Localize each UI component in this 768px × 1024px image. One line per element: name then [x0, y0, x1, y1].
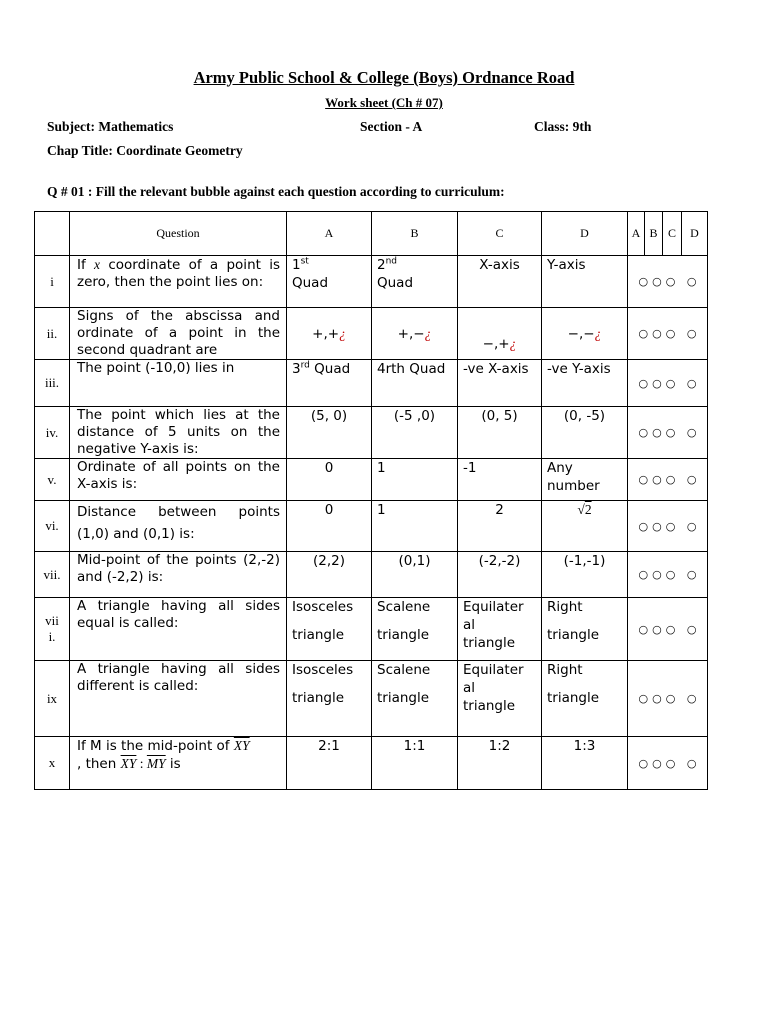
section-label: Section - A: [360, 119, 423, 134]
question-number: x: [35, 737, 70, 790]
table-row: [35, 501, 708, 552]
option-c: (0, 5): [458, 407, 542, 459]
question-number-line: i.: [48, 629, 56, 644]
chapter-title: Chap Title: Coordinate Geometry: [47, 143, 243, 158]
answer-bubbles[interactable]: ○○○ ○: [628, 598, 708, 661]
option-c: 2: [458, 501, 542, 552]
option-a: [287, 598, 372, 661]
header-num-cell: [35, 212, 70, 256]
option-a-sign: +,+: [312, 325, 340, 342]
option-b-glyph: ¿: [424, 325, 432, 341]
answer-bubbles[interactable]: ○○○ ○: [628, 552, 708, 598]
option-b-sup: nd: [385, 256, 398, 267]
option-d-line: Right: [547, 599, 583, 615]
option-a: (2,2): [287, 552, 372, 598]
worksheet-title: Work sheet (Ch # 07): [325, 95, 443, 110]
option-a: 2:1: [287, 737, 372, 790]
question-number: ii.: [35, 308, 70, 360]
question-text-part: If M is the mid-point of: [77, 738, 234, 754]
question-text: [70, 256, 287, 308]
segment-xy: $\overline{XY}$: [233, 738, 250, 753]
question-text-part: is: [165, 756, 181, 772]
question-number: vi.: [35, 501, 70, 552]
option-a-tail: Quad: [309, 361, 351, 377]
option-b: [372, 256, 458, 308]
option-d: (-1,-1): [542, 552, 628, 598]
question-text: The point which lies at the distance of 5 units on the negative Y-axis is:: [70, 407, 287, 459]
option-d-glyph: ¿: [594, 325, 602, 341]
table-row: [35, 308, 708, 360]
option-a-tail: Quad: [292, 275, 329, 291]
table-row: [35, 552, 708, 598]
segment-my: $\overline{MY}$: [146, 756, 166, 771]
option-a: [287, 360, 372, 407]
ratio-colon: :: [136, 756, 147, 771]
option-a: [287, 308, 372, 360]
option-d: -ve Y-axis: [542, 360, 628, 407]
variable-x: x: [94, 257, 101, 272]
option-a-line: triangle: [292, 627, 345, 643]
option-b: 4rth Quad: [372, 360, 458, 407]
option-b: [372, 661, 458, 737]
question-text: Mid-point of the points (2,-2) and (-2,2) is:: [70, 552, 287, 598]
option-b-sign: +,−: [397, 325, 425, 342]
option-c-line: al: [463, 617, 476, 633]
answer-bubbles[interactable]: ○○○ ○: [628, 737, 708, 790]
option-b: [372, 308, 458, 360]
option-c-line: Equilater: [463, 662, 524, 678]
table-header-row: [35, 212, 708, 256]
option-c: -ve X-axis: [458, 360, 542, 407]
header-question: Question: [70, 212, 287, 256]
option-d-line: triangle: [547, 690, 600, 706]
question-number: [35, 598, 70, 661]
table-row: [35, 661, 708, 737]
option-d: [542, 598, 628, 661]
class-label: Class: 9th: [534, 119, 592, 134]
option-a-glyph: ¿: [339, 325, 346, 341]
question-text: A triangle having all sides equal is called:: [70, 598, 287, 661]
answer-bubbles[interactable]: ○○○ ○: [628, 360, 708, 407]
option-d: Any number: [542, 459, 628, 501]
option-d: [542, 661, 628, 737]
option-a: 0: [287, 459, 372, 501]
option-a: [287, 661, 372, 737]
option-a-value: 3: [292, 361, 301, 377]
option-c: -1: [458, 459, 542, 501]
header-option-d: D: [542, 212, 628, 256]
option-a-line: triangle: [292, 690, 345, 706]
option-b-line: Scalene: [377, 599, 431, 615]
option-c-line: Equilater: [463, 599, 524, 615]
question-number: v.: [35, 459, 70, 501]
option-c: [458, 661, 542, 737]
answer-bubbles[interactable]: ○○○ ○: [628, 459, 708, 501]
option-c-sign: −,+: [482, 336, 510, 352]
school-title: Army Public School & College (Boys) Ordnance Road: [193, 68, 575, 87]
option-c: [458, 308, 542, 360]
option-b: 1:1: [372, 737, 458, 790]
table-row: [35, 459, 708, 501]
option-c: (-2,-2): [458, 552, 542, 598]
question-text-part: If: [77, 257, 95, 273]
option-b: 1: [372, 459, 458, 501]
question-number: ix: [35, 661, 70, 737]
sqrt-icon: √: [577, 502, 585, 517]
option-b: (-5 ,0): [372, 407, 458, 459]
question-text: A triangle having all sides different is called:: [70, 661, 287, 737]
option-a: (5, 0): [287, 407, 372, 459]
option-b-line: triangle: [377, 627, 430, 643]
question-text-part: coordinate of a point is zero, then the point lies on:: [77, 257, 280, 290]
question-text: [70, 737, 287, 790]
option-d-line: Right: [547, 662, 583, 678]
option-b-value: 2: [377, 257, 386, 273]
header-bubble-b: B: [645, 212, 663, 256]
segment-xy: $\overline{XY}$: [120, 756, 137, 771]
option-a-line: Isosceles: [292, 599, 354, 615]
header-bubble-d: D: [682, 212, 708, 256]
table-row: [35, 256, 708, 308]
option-b: [372, 598, 458, 661]
option-a-line: Isosceles: [292, 662, 354, 678]
header-bubble-a: A: [628, 212, 645, 256]
question-number: iii.: [35, 360, 70, 407]
option-a-value: 1: [292, 257, 301, 273]
option-c-glyph: ¿: [509, 336, 517, 351]
question-text: The point (-10,0) lies in: [70, 360, 287, 407]
option-c-line: triangle: [463, 635, 516, 651]
header-option-a: A: [287, 212, 372, 256]
option-a: 0: [287, 501, 372, 552]
question-text: Distance between points (1,0) and (0,1) is:: [70, 501, 287, 552]
question-number: vii.: [35, 552, 70, 598]
header-bubble-c: C: [663, 212, 682, 256]
option-b: 1: [372, 501, 458, 552]
option-d: Y-axis: [542, 256, 628, 308]
answer-bubbles[interactable]: ○○○ ○: [628, 661, 708, 737]
option-b-tail: Quad: [377, 275, 414, 291]
sqrt-value: 2: [584, 502, 592, 517]
subject-label: Subject: Mathematics: [47, 119, 174, 134]
header-option-b: B: [372, 212, 458, 256]
answer-bubbles[interactable]: ○○○ ○: [628, 501, 708, 552]
question-number: iv.: [35, 407, 70, 459]
option-c: 1:2: [458, 737, 542, 790]
option-a-sup: st: [300, 256, 309, 267]
option-c-line: triangle: [463, 698, 516, 714]
option-d-line: triangle: [547, 627, 600, 643]
question-instruction: Q # 01 : Fill the relevant bubble against each question according to curriculum:: [47, 184, 505, 199]
header-option-c: C: [458, 212, 542, 256]
option-d: 1:3: [542, 737, 628, 790]
table-row: [35, 737, 708, 790]
mcq-table-wrapper: [34, 211, 708, 790]
option-b-line: Scalene: [377, 662, 431, 678]
table-row: [35, 407, 708, 459]
option-a: [287, 256, 372, 308]
table-row: [35, 360, 708, 407]
option-c: X-axis: [458, 256, 542, 308]
answer-bubbles[interactable]: ○○○ ○: [628, 256, 708, 308]
answer-bubbles[interactable]: ○○○ ○: [628, 308, 708, 360]
question-text-part: , then: [77, 756, 121, 772]
question-number-line: vii: [45, 613, 59, 628]
option-b: (0,1): [372, 552, 458, 598]
option-d-sign: −,−: [567, 325, 595, 342]
option-c: [458, 598, 542, 661]
question-text: Signs of the abscissa and ordinate of a point in the second quadrant are: [70, 308, 287, 360]
option-d: (0, -5): [542, 407, 628, 459]
option-b-line: triangle: [377, 690, 430, 706]
option-d: [542, 501, 628, 552]
question-text: Ordinate of all points on the X-axis is:: [70, 459, 287, 501]
option-d: [542, 308, 628, 360]
option-c-line: al: [463, 680, 476, 696]
answer-bubbles[interactable]: ○○○ ○: [628, 407, 708, 459]
mcq-table: [34, 211, 708, 790]
table-row: [35, 598, 708, 661]
question-number: i: [35, 256, 70, 308]
option-a-sup: rd: [300, 360, 310, 371]
